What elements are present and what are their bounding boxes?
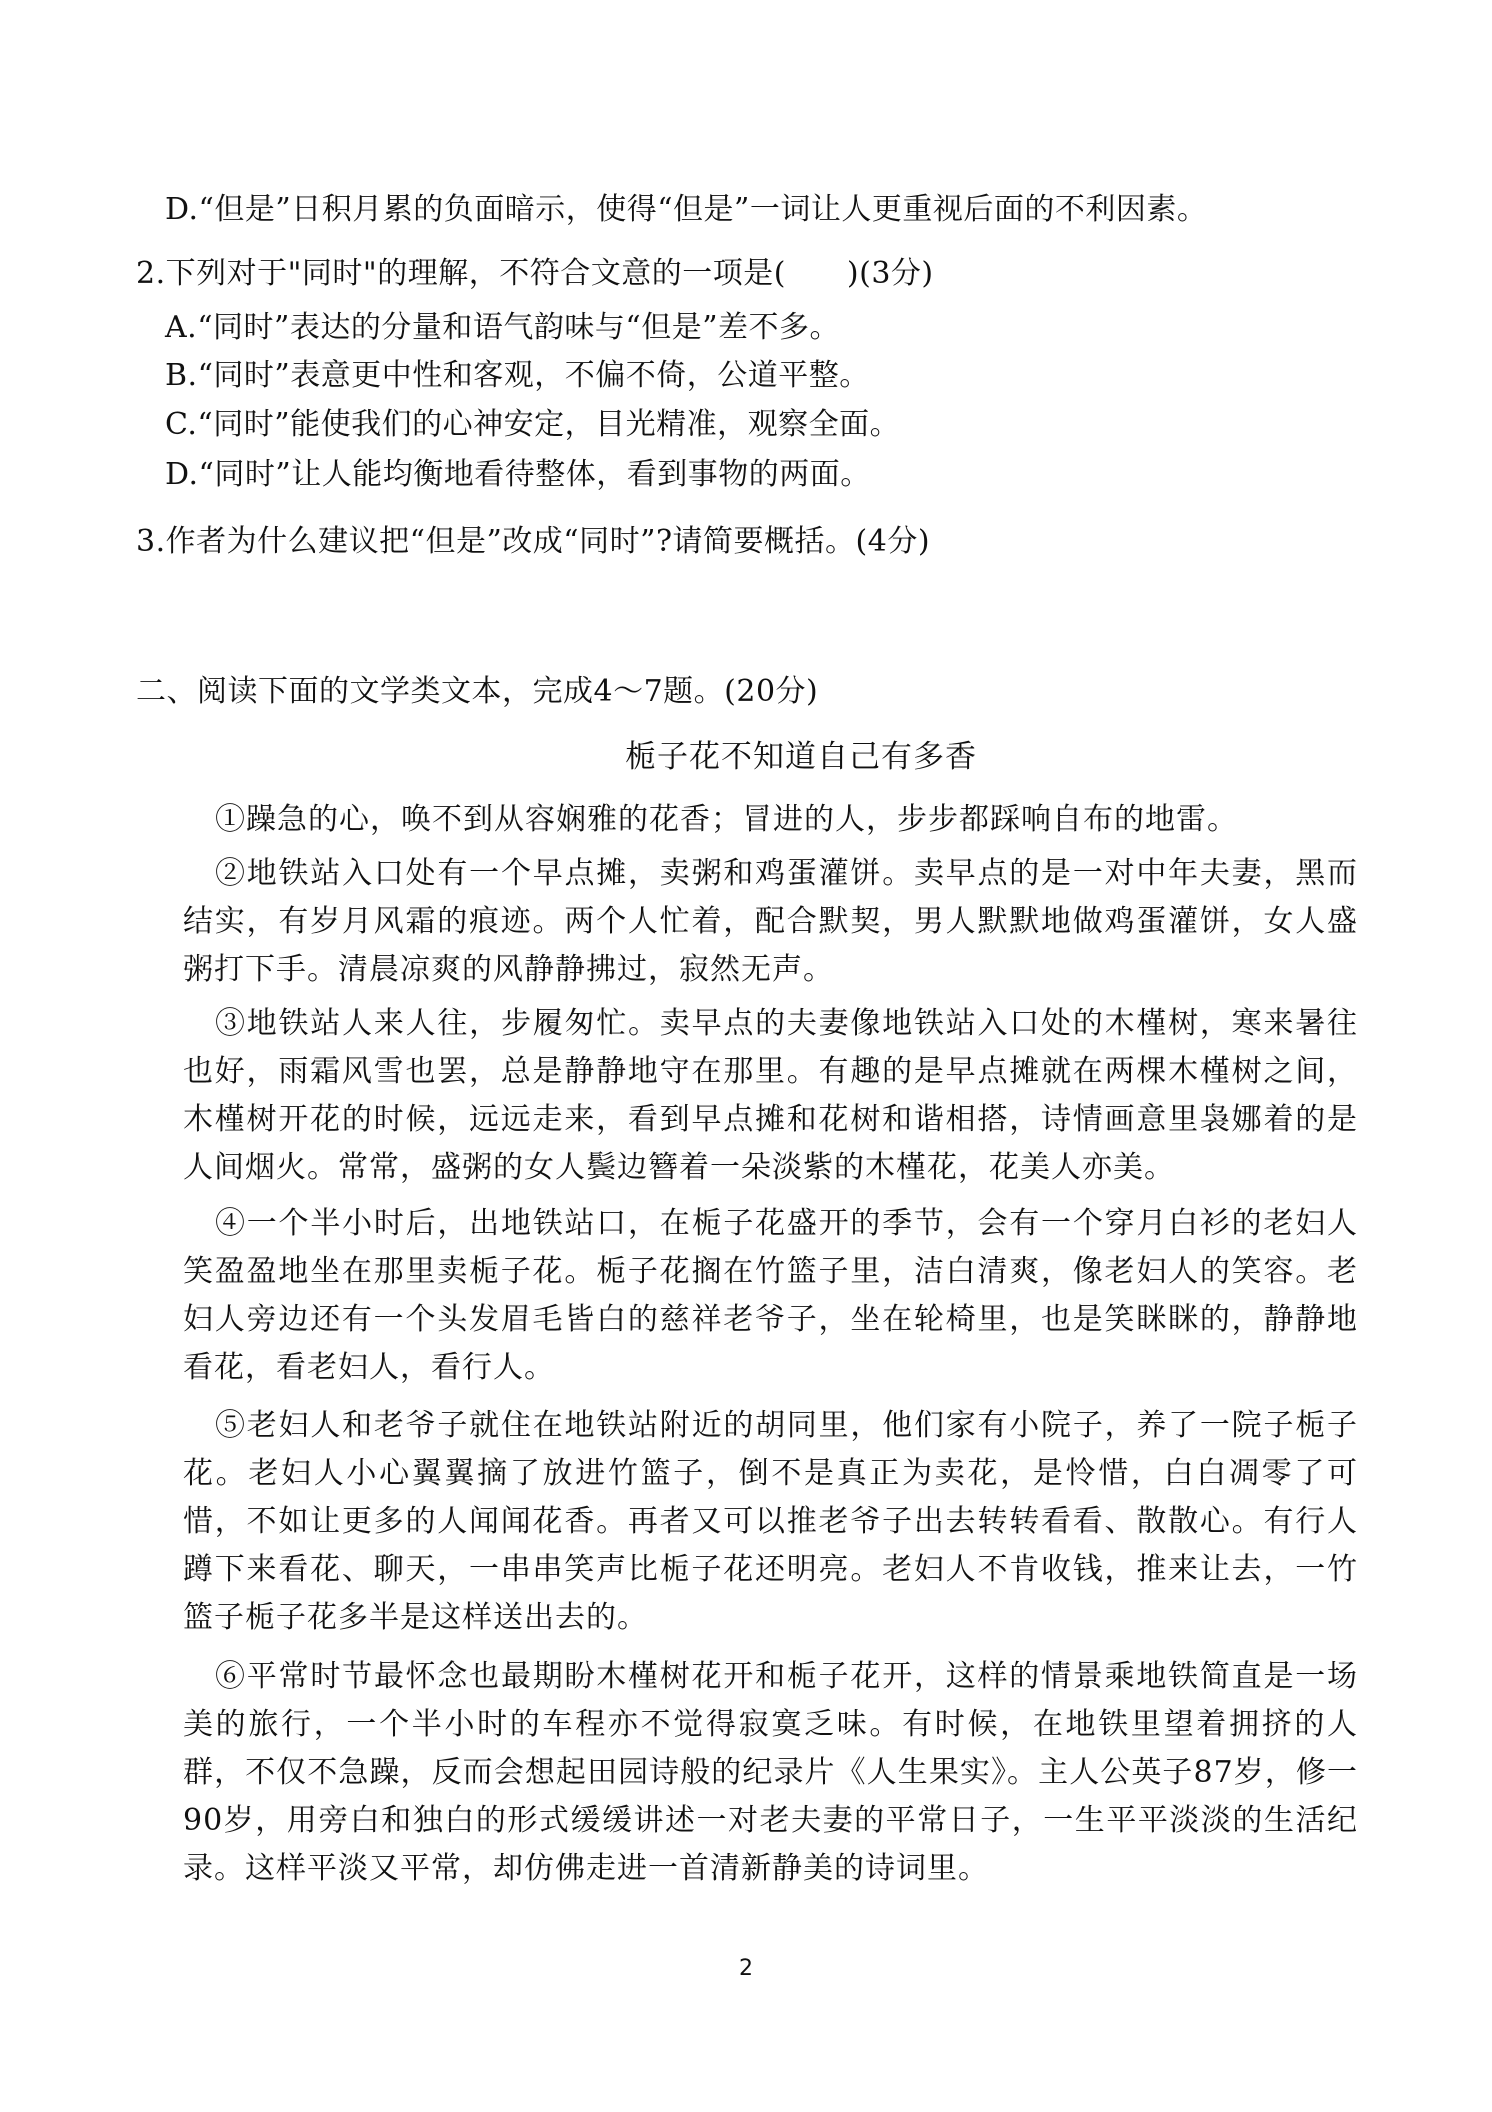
paragraph-6: ⑥平常时节最怀念也最期盼木槿树花开和栀子花开，这样的情景乘地铁简直是一场美的旅行，一个半小时的车程亦不觉得寂寞乏味。有时候，在地铁里望着拥挤的人群，不仅不急躁，反而会想起田园诗般的纪录片《人生果实》。主人公英子87岁，修一90岁，用旁白和独白的形式缓缓讲述一对老夫妻的平常日子，一生平平淡淡的生活纪录。这样平淡又平常，却仿佛走进一首清新静美的诗词里。 bbox=[183, 1659, 1358, 1886]
section-header: 二、阅读下面的文学类文本，完成4～7题。(20分) bbox=[136, 674, 819, 709]
q2-stem: 2.下列对于"同时"的理解，不符合文意的一项是( )(3分) bbox=[136, 256, 934, 291]
q3-stem: 3.作者为什么建议把“但是”改成“同时”?请简要概括。(4分) bbox=[136, 524, 931, 559]
paragraph-2: ②地铁站入口处有一个早点摊，卖粥和鸡蛋灌饼。卖早点的是一对中年夫妻，黑而结实，有岁月风霜的痕迹。两个人忙着，配合默契，男人默默地做鸡蛋灌饼，女人盛粥打下手。清晨凉爽的风静静拂过，寂然无声。 bbox=[183, 856, 1358, 987]
paragraph-3: ③地铁站人来人往，步履匆忙。卖早点的夫妻像地铁站入口处的木槿树，寒来暑往也好，雨霜风雪也罢，总是静静地守在那里。有趣的是早点摊就在两棵木槿树之间，木槿树开花的时候，远远走来，看到早点摊和花树和谐相搭，诗情画意里袅娜着的是人间烟火。常常，盛粥的女人鬓边簪着一朵淡紫的木槿花，花美人亦美。 bbox=[183, 1006, 1358, 1185]
paragraph-4: ④一个半小时后，出地铁站口，在栀子花盛开的季节，会有一个穿月白衫的老妇人笑盈盈地坐在那里卖栀子花。栀子花搁在竹篮子里，洁白清爽，像老妇人的笑容。老妇人旁边还有一个头发眉毛皆白的慈祥老爷子，坐在轮椅里，也是笑眯眯的，静静地看花，看老妇人，看行人。 bbox=[183, 1206, 1358, 1385]
article-title: 栀子花不知道自己有多香 bbox=[625, 739, 977, 775]
paragraph-5: ⑤老妇人和老爷子就住在地铁站附近的胡同里，他们家有小院子，养了一院子栀子花。老妇人小心翼翼摘了放进竹篮子，倒不是真正为卖花，是怜惜，白白凋零了可惜，不如让更多的人闻闻花香。再者又可以推老爷子出去转转看看、散散心。有行人蹲下来看花、聊天，一串串笑声比栀子花还明亮。老妇人不肯收钱，推来让去，一竹篮子栀子花多半是这样送出去的。 bbox=[183, 1408, 1358, 1635]
q1-option-d: D.“但是”日积月累的负面暗示，使得“但是”一词让人更重视后面的不利因素。 bbox=[165, 192, 1208, 227]
q2-option-a: A.“同时”表达的分量和语气韵味与“但是”差不多。 bbox=[165, 310, 841, 345]
page-number: 2 bbox=[739, 1956, 753, 1981]
q2-option-b: B.“同时”表意更中性和客观，不偏不倚，公道平整。 bbox=[165, 358, 870, 393]
q2-option-d: D.“同时”让人能均衡地看待整体，看到事物的两面。 bbox=[165, 457, 871, 492]
paragraph-1: ①躁急的心，唤不到从容娴雅的花香；冒进的人，步步都踩响自布的地雷。 bbox=[215, 802, 1238, 837]
q2-option-c: C.“同时”能使我们的心神安定，目光精准，观察全面。 bbox=[165, 407, 901, 442]
